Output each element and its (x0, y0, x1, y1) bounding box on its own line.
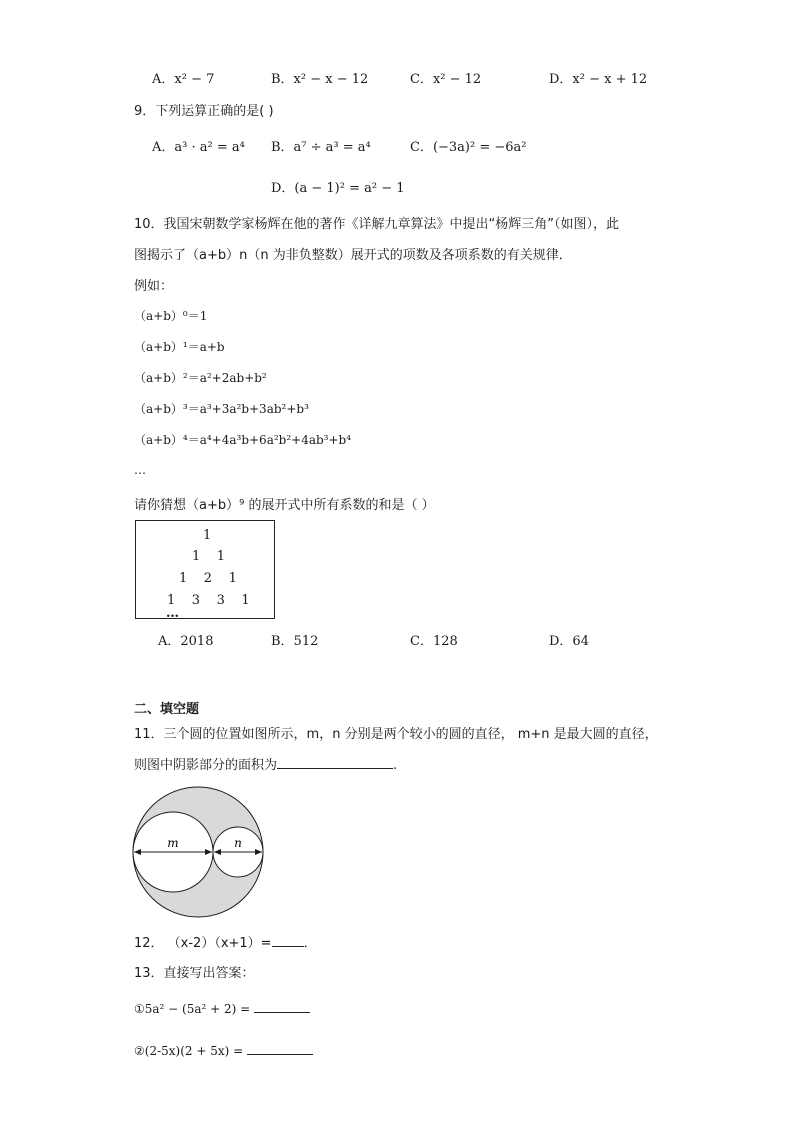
q10-line2: 图揭示了（a+b）n（n 为非负整数）展开式的项数及各项系数的有关规律． (134, 248, 572, 263)
q10-option-a: A．2018 (158, 634, 214, 649)
q10-expansion-3: （a+b）³＝a³+3a²b+3ab²+b³ (134, 402, 309, 416)
q10-expansion-0: （a+b）⁰＝1 (134, 309, 208, 323)
q8-option-a: A．x² − 7 (152, 72, 215, 87)
section-title-fill-in: 二、填空题 (134, 702, 200, 717)
q12-answer-blank[interactable] (272, 934, 304, 947)
q9-stem: 9．下列运算正确的是( ) (134, 104, 274, 119)
label-n: n (234, 836, 242, 850)
q12-end: ． (303, 936, 317, 951)
q9-option-a: A．a³ · a² = a⁴ (152, 140, 245, 155)
q13-stem: 13．直接写出答案： (134, 966, 255, 981)
three-circles-figure (130, 786, 268, 920)
triangle-row-3: 1 2 1 (179, 571, 237, 586)
q12-line (134, 932, 317, 951)
q9-option-c: C．(−3a)² = −6a² (410, 140, 527, 155)
q10-option-c: C．128 (410, 634, 458, 649)
q10-ellipsis: … (134, 463, 146, 477)
q10-expansion-2: （a+b）²＝a²+2ab+b² (134, 371, 267, 385)
q8-option-c: C．x² − 12 (410, 72, 482, 87)
label-m: m (167, 836, 179, 850)
q9-option-b: B．a⁷ ÷ a³ = a⁴ (271, 140, 371, 155)
triangle-row-4: 1 3 3 1 (167, 593, 250, 608)
q8-option-d: D．x² − x + 12 (549, 72, 648, 87)
q13-item2-text: ②(2-5x)(2 + 5x) = (134, 1044, 244, 1058)
q10-example-label: 例如： (134, 279, 174, 294)
q10-option-b: B．512 (271, 634, 319, 649)
q12-text: 12． （x-2）（x+1）= (134, 936, 272, 951)
q10-expansion-4: （a+b）⁴＝a⁴+4a³b+6a²b²+4ab³+b⁴ (134, 433, 352, 447)
q11-line2-text: 则图中阴影部分的面积为 (134, 758, 278, 773)
q10-line1: 10．我国宋朝数学家杨辉在他的著作《详解九章算法》中提出“杨辉三角”（如图），此 (134, 217, 620, 232)
q13-item1-text: ①5a² − (5a² + 2) = (134, 1002, 251, 1016)
triangle-row-2: 1 1 (192, 549, 226, 564)
q11-answer-blank[interactable] (277, 756, 393, 769)
q13-item2-blank[interactable] (247, 1042, 313, 1055)
triangle-row-ellipsis: … (166, 606, 179, 621)
q11-line2-end: . (393, 758, 398, 773)
q10-expansion-1: （a+b）¹＝a+b (134, 340, 225, 354)
q13-item1-blank[interactable] (254, 1000, 310, 1013)
q10-question: 请你猜想（a+b）⁹ 的展开式中所有系数的和是（ ） (134, 498, 435, 513)
q13-item-1 (134, 1000, 310, 1016)
q9-option-d: D．(a − 1)² = a² − 1 (271, 181, 405, 196)
q13-item-2 (134, 1042, 313, 1058)
q10-option-d: D．64 (549, 634, 589, 649)
yanghui-triangle-figure (135, 520, 275, 619)
q8-option-b: B．x² − x − 12 (271, 72, 369, 87)
q11-line1: 11．三个圆的位置如图所示，m，n 分别是两个较小的圆的直径， m+n 是最大圆的直径， (134, 727, 658, 742)
triangle-row-1: 1 (203, 528, 212, 543)
q11-line2 (134, 754, 397, 773)
